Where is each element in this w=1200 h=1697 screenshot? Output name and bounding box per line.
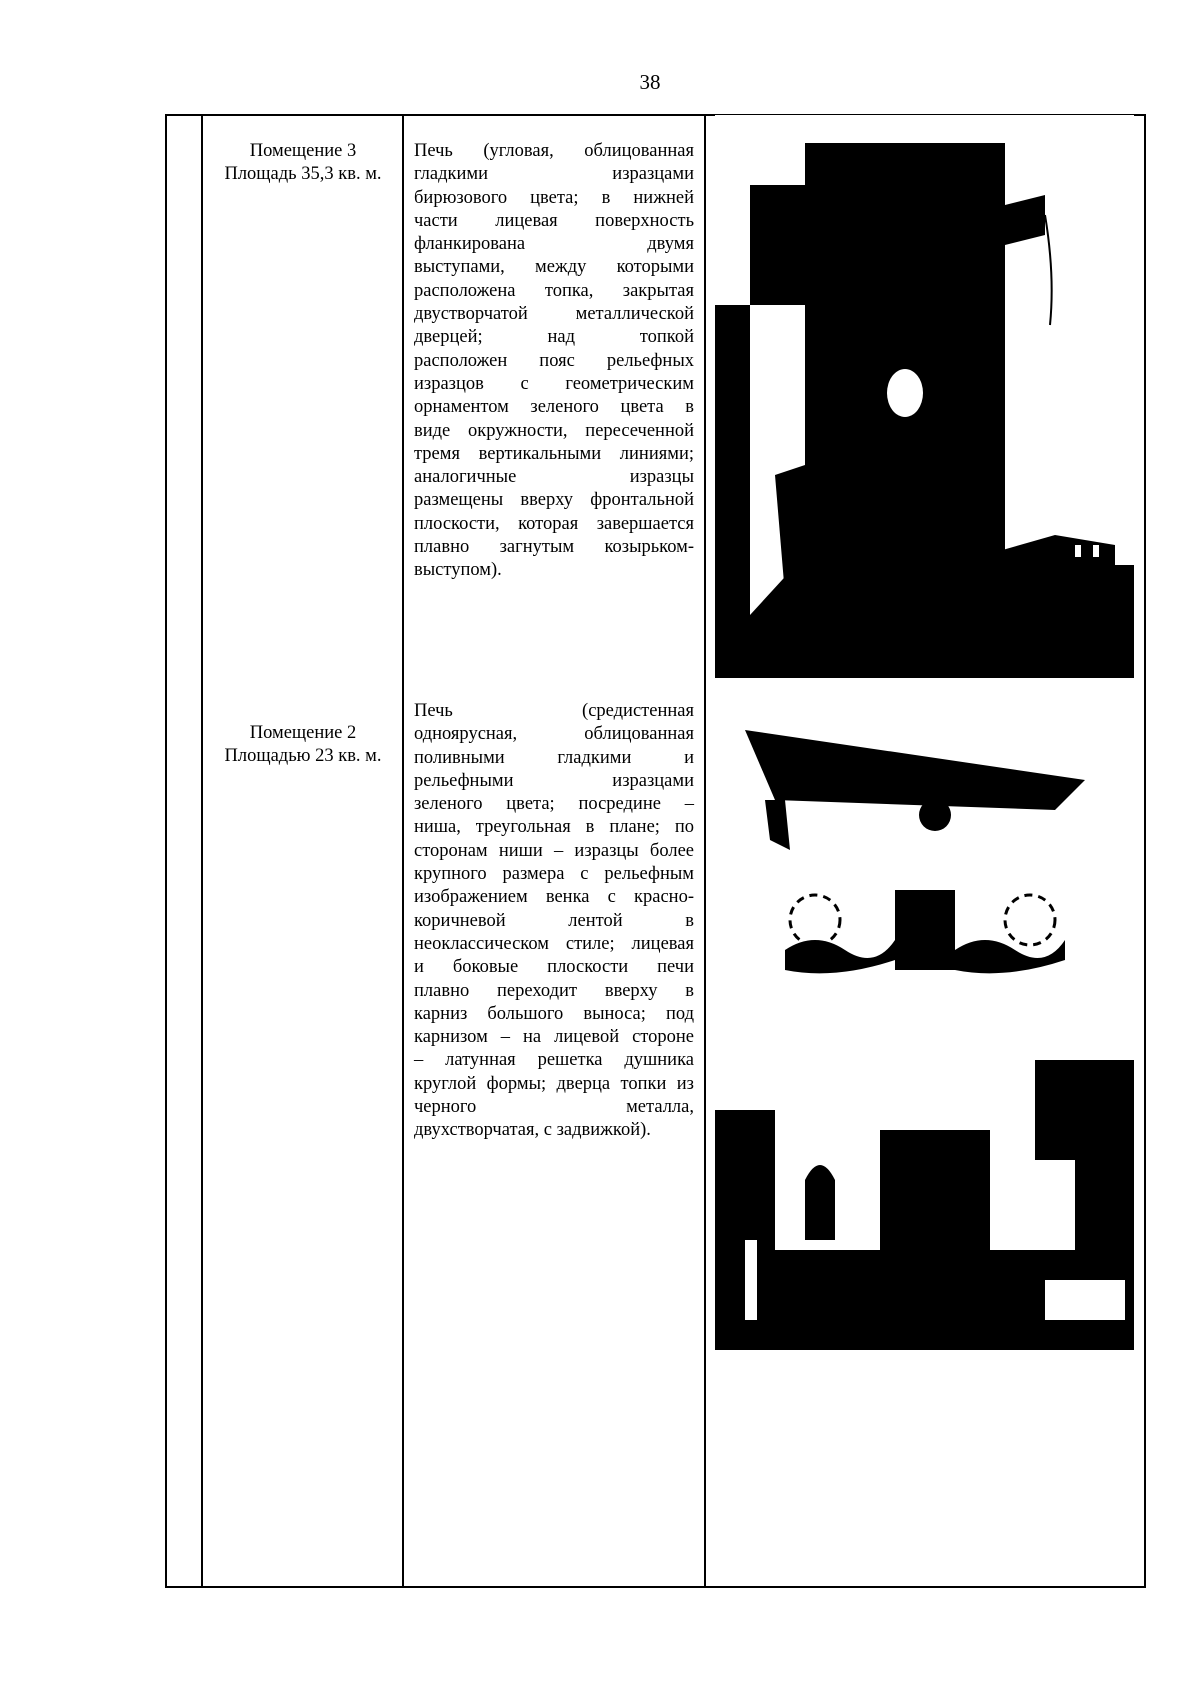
stove-photo-middle-wall [715, 720, 1134, 1350]
description-line: аналогичные изразцы [414, 467, 694, 488]
description-line: Печь (угловая, облицованная [414, 141, 694, 161]
description-line: и боковые плоскости печи [414, 957, 694, 978]
description-line: черного металла, [414, 1097, 694, 1118]
description-line: изразцов с геометрическим [414, 373, 694, 394]
room-area: Площадью 23 кв. м. [224, 746, 382, 766]
description-line: изображением венка с красно- [414, 887, 694, 908]
description-line: зеленого цвета; посредине – [414, 794, 694, 815]
description-line: крупного размера с рельефным [414, 864, 694, 885]
description-line: ниша, треугольная в плане; по [414, 817, 694, 838]
description-line: части лицевая поверхность [414, 210, 694, 231]
table-bottom-border [165, 1586, 1146, 1588]
description-line: орнаментом зеленого цвета в [414, 397, 694, 418]
description-line: гладкими изразцами [414, 164, 694, 185]
description-line: – латунная решетка душника [414, 1050, 694, 1071]
description-line: размещены вверху фронтальной [414, 490, 694, 511]
room-label [203, 722, 403, 768]
description-line: двухстворчатая, с задвижкой). [414, 1120, 651, 1141]
room-area: Площадь 35,3 кв. м. [224, 164, 382, 184]
description-line: двустворчатой металлической [414, 304, 694, 325]
stove-description [414, 140, 694, 583]
room-name: Помещение 3 [249, 141, 357, 161]
stove-description [414, 700, 694, 1143]
description-line: бирюзового цвета; в нижней [414, 187, 694, 208]
description-line: сторонам ниши – изразцы более [414, 840, 694, 861]
description-line: плавно загнутым козырьком- [414, 537, 694, 558]
description-line: тремя вертикальными линиями; [414, 443, 694, 464]
description-line: дверцей; над топкой [414, 327, 694, 348]
description-line: поливными гладкими и [414, 747, 694, 768]
column-divider [201, 114, 203, 1588]
column-divider [402, 114, 404, 1588]
table-right-border [1144, 114, 1146, 1588]
description-line: виде окружности, пересеченной [414, 420, 694, 441]
stove-photo-corner [715, 115, 1134, 678]
description-line: Печь (средистенная [414, 701, 694, 721]
description-line: плавно переходит вверху в [414, 980, 694, 1001]
room-name: Помещение 2 [249, 723, 357, 743]
page-number: 38 [639, 70, 661, 94]
description-line: расположен пояс рельефных [414, 350, 694, 371]
description-line: коричневой лентой в [414, 910, 694, 931]
description-line: неоклассическом стиле; лицевая [414, 933, 694, 954]
description-line: рельефными изразцами [414, 770, 694, 791]
description-line: одноярусная, облицованная [414, 724, 694, 745]
description-line: выступами, между которыми [414, 257, 694, 278]
description-line: выступом). [414, 560, 502, 581]
description-line: карнизом – на лицевой стороне [414, 1027, 694, 1048]
description-line: карниз большого выноса; под [414, 1003, 694, 1024]
description-line: круглой формы; дверца топки из [414, 1073, 694, 1094]
table-left-border [165, 114, 167, 1588]
column-divider [704, 114, 706, 1588]
room-label [203, 140, 403, 186]
description-line: расположена топка, закрытая [414, 280, 694, 301]
description-line: плоскости, которая завершается [414, 513, 694, 534]
description-line: фланкирована двумя [414, 234, 694, 255]
